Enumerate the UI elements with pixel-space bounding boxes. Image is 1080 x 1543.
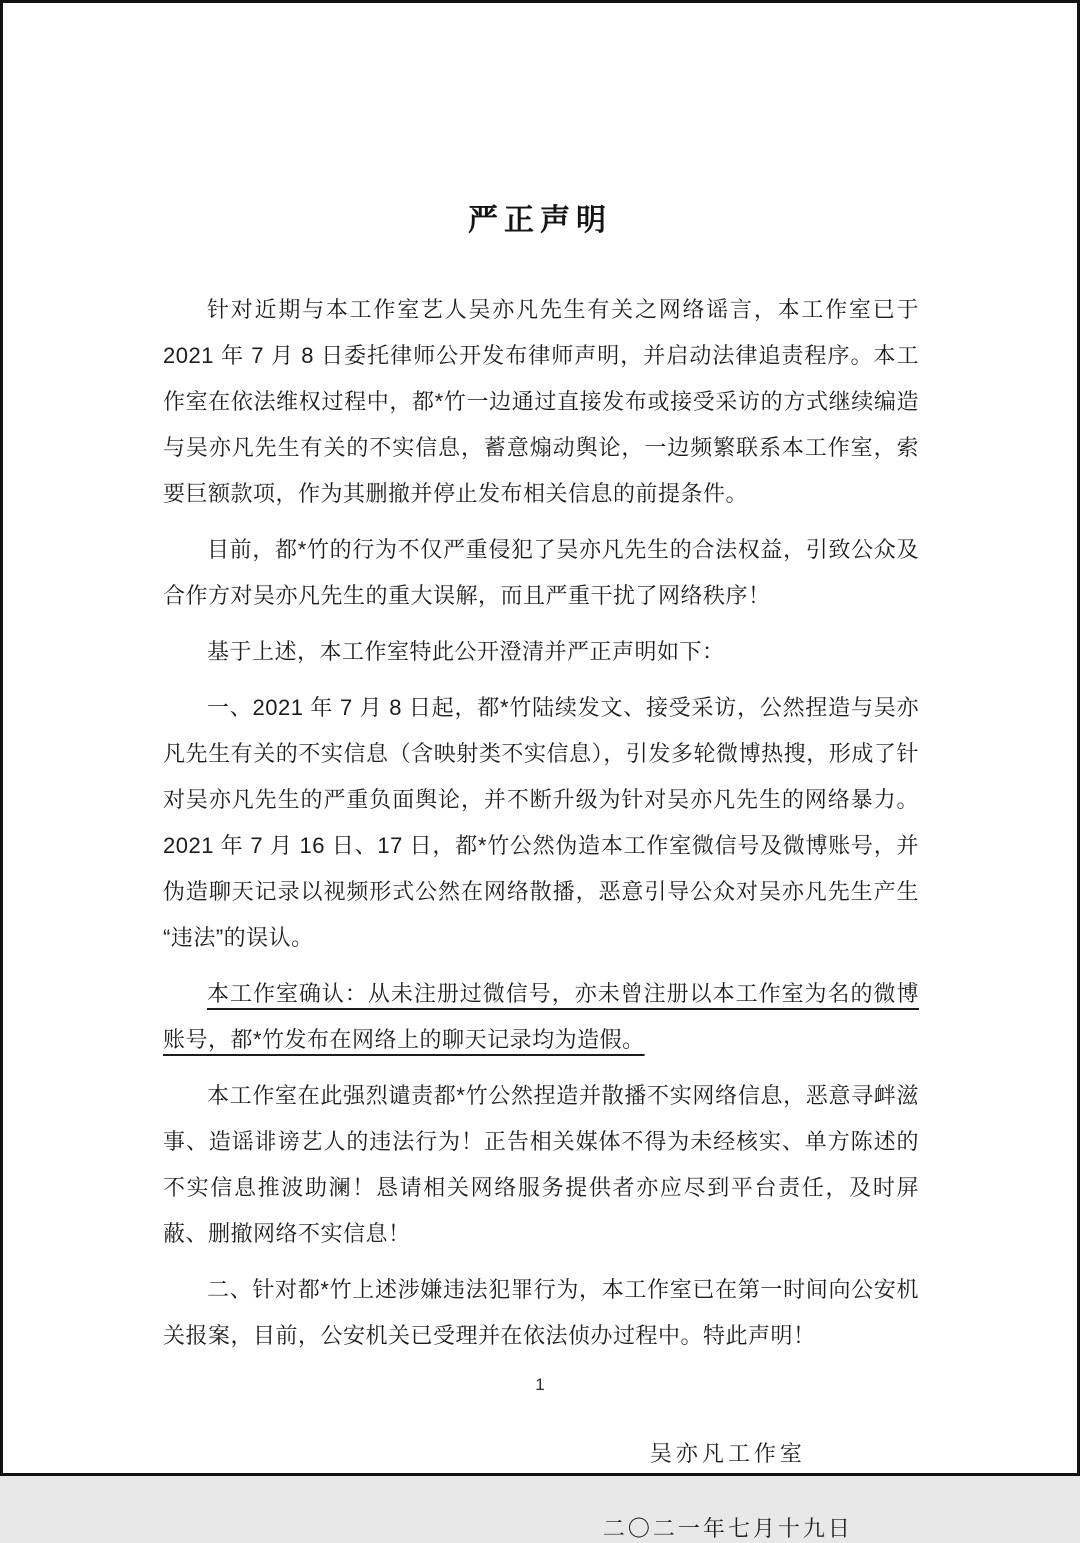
page-title: 严正声明 (468, 204, 612, 237)
body-paragraph-6: 本工作室在此强烈谴责都*竹公然捏造并散播不实网络信息，恶意寻衅滋事、造谣诽谤艺人的违法行为！正告相关媒体不得为未经核实、单方陈述的不实信息推波助澜！恳请相关网络服务提供者亦应尽到平台责任，及时屏蔽、删撤网络不实信息！ (163, 1083, 919, 1246)
document-body (163, 287, 919, 1359)
signature-block (433, 1437, 1024, 1543)
signature-date: 二〇二一年七月十九日 (602, 1516, 853, 1541)
body-paragraph-4: 一、2021 年 7 月 8 日起，都*竹陆续发文、接受采访，公然捏造与吴亦凡先生有关的不实信息（含映射类不实信息），引发多轮微博热搜，形成了针对吴亦凡先生的严重负面舆论，并不断升级为针对吴亦凡先生的网络暴力。2021 年 7 月 16 日、17 日，都*竹公然伪造本工作室微信号及微博账号，并伪造聊天记录以视频形式公然在网络散播，恶意引导公众对吴亦凡先生产生“违法”的误认。 (163, 695, 919, 950)
signature-name: 吴亦凡工作室 (649, 1441, 806, 1466)
body-paragraph-5-underlined: 本工作室确认：从未注册过微信号，亦未曾注册以本工作室为名的微博账号，都*竹发布在网络上的聊天记录均为造假。 (163, 981, 919, 1052)
body-paragraph-7: 二、针对都*竹上述涉嫌违法犯罪行为，本工作室已在第一时间向公安机关报案，目前，公安机关已受理并在依法侦办过程中。特此声明！ (163, 1277, 919, 1348)
body-paragraph-2: 目前，都*竹的行为不仅严重侵犯了吴亦凡先生的合法权益，引致公众及合作方对吴亦凡先生的重大误解，而且严重干扰了网络秩序！ (163, 537, 919, 608)
page-number: 1 (535, 1375, 545, 1394)
body-paragraph-1: 针对近期与本工作室艺人吴亦凡先生有关之网络谣言，本工作室已于 2021 年 7 月 8 日委托律师公开发布律师声明，并启动法律追责程序。本工作室在依法维权过程中，都*竹一边通过直接发布或接受采访的方式继续编造与吴亦凡先生有关的不实信息，蓄意煽动舆论，一边频繁联系本工作室，索要巨额款项，作为其删撤并停止发布相关信息的前提条件。 (163, 297, 919, 506)
body-paragraph-3: 基于上述，本工作室特此公开澄清并严正声明如下： (207, 639, 725, 664)
